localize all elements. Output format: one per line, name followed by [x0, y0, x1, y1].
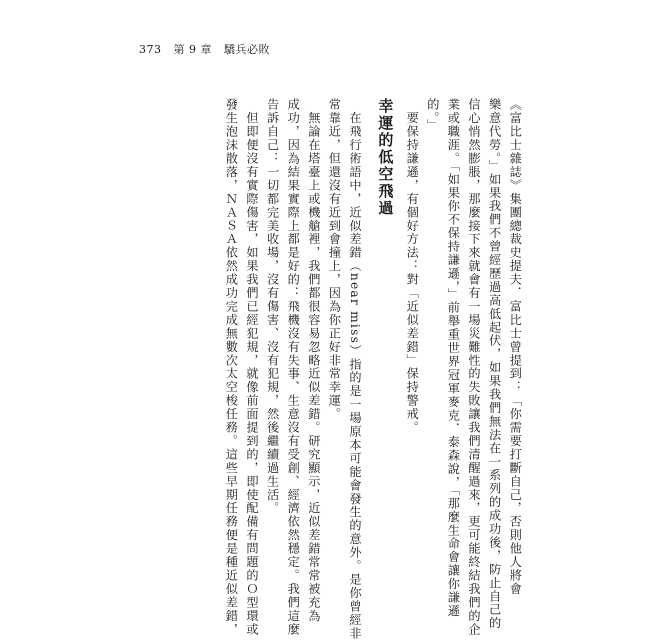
vertical-text-body [195, 98, 525, 640]
text-column: 業或職涯。「如果你不保持謙遜，」前舉重世界冠軍麥克．泰森說，「那麼生命會讓你謙遜 [446, 98, 461, 618]
text-column: 樂意代勞。」如果我們不曾經歷過高低起伏，如果我們無法在一系列的成功後，防止自己的 [487, 98, 502, 630]
text-column: 在飛行術語中，近似差錯（near miss）指的是一場原本可能會發生的意外。是你曾經非 [348, 98, 362, 640]
text-column: 無論在塔臺上或機艙裡，我們都很容易忽略近似差錯。研究顯示，近似差錯常常被充為 [306, 98, 321, 623]
text-column: 要保持謙遜，有個好方法：對「近似差錯」保持警戒。 [405, 98, 420, 435]
chapter-number: 第 9 章 [173, 43, 212, 56]
text-column: 信心悄然膨脹，那麼接下來就會有一場災難性的失敗讓我們清醒過來，更可能終結我們的企 [467, 98, 481, 636]
text-column: 發生泡沫散落，ＮＡＳＡ依然成功完成無數次太空梭任務。這些早期任務便是種近似差錯， [224, 98, 239, 636]
page-number: 373 [139, 43, 162, 56]
text-column: 成功，因為結果實際上都是好的：飛機沒有失事、生意沒有受創、經濟依然穩定。我們這麼 [286, 98, 301, 636]
text-column: 但即便沒有實際傷害，如果我們已經犯規，就像前面提到的，即使配備有問題的Ｏ型環或 [245, 98, 259, 636]
text-column: 告訴自己：一切都完美收場，沒有傷害、沒有犯規，然後繼續過生活。 [265, 98, 280, 515]
section-heading: 幸運的低空飛過 [376, 98, 395, 217]
chapter-title: 驕兵必敗 [224, 43, 270, 56]
text-column: 《富比士雜誌》集團總裁史提夫．富比士曾提到：「你需要打斷自己，否則他人將會 [508, 98, 523, 596]
text-column: 的。」 [425, 98, 440, 133]
page-header [139, 41, 270, 57]
text-column: 常靠近，但還沒有近到會撞上，因為你正好非常幸運。 [327, 98, 342, 421]
